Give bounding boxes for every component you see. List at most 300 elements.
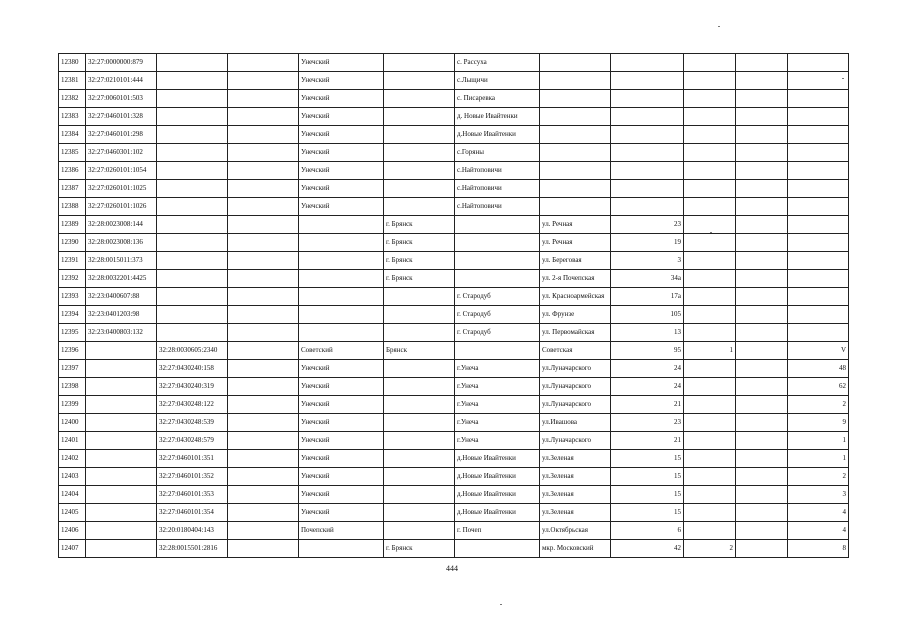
table-cell: 1	[684, 342, 736, 360]
table-cell	[455, 270, 540, 288]
table-cell	[684, 414, 736, 432]
table-cell	[86, 360, 157, 378]
table-cell: 12393	[59, 288, 86, 306]
table-cell: 12400	[59, 414, 86, 432]
table-cell	[684, 504, 736, 522]
table-cell: 24	[611, 378, 684, 396]
registry-table-body	[59, 54, 849, 558]
table-cell	[788, 180, 849, 198]
table-cell: 23	[611, 414, 684, 432]
table-cell	[157, 270, 228, 288]
table-cell: Унечский	[299, 162, 384, 180]
table-cell: 12386	[59, 162, 86, 180]
table-cell: ул.Зеленая	[540, 450, 611, 468]
table-cell: 15	[611, 468, 684, 486]
table-cell	[228, 234, 299, 252]
table-row	[59, 72, 849, 90]
table-cell	[788, 324, 849, 342]
table-cell	[228, 216, 299, 234]
table-cell	[157, 198, 228, 216]
table-cell: 32:27:0060101:503	[86, 90, 157, 108]
table-cell: 12396	[59, 342, 86, 360]
table-cell	[736, 216, 788, 234]
table-cell	[228, 468, 299, 486]
table-cell	[684, 288, 736, 306]
table-cell	[788, 144, 849, 162]
table-cell	[228, 522, 299, 540]
table-cell: 12385	[59, 144, 86, 162]
table-cell: 13	[611, 324, 684, 342]
table-cell: 32:28:0023008:144	[86, 216, 157, 234]
table-cell: 32:27:0210101:444	[86, 72, 157, 90]
table-cell: Унечский	[299, 126, 384, 144]
table-row	[59, 396, 849, 414]
table-cell: 4	[788, 504, 849, 522]
table-cell: 2	[788, 396, 849, 414]
table-cell: с. Рассуха	[455, 54, 540, 72]
table-cell: г. Почеп	[455, 522, 540, 540]
table-cell: 4	[788, 522, 849, 540]
table-cell	[684, 198, 736, 216]
table-cell: Унечский	[299, 90, 384, 108]
table-cell: 32:27:0460101:354	[157, 504, 228, 522]
table-row	[59, 342, 849, 360]
table-cell: Унечский	[299, 396, 384, 414]
table-cell	[736, 198, 788, 216]
table-cell	[228, 252, 299, 270]
table-cell	[736, 306, 788, 324]
table-cell	[86, 378, 157, 396]
table-cell	[736, 540, 788, 558]
scan-speck	[842, 78, 844, 79]
table-cell	[299, 216, 384, 234]
table-cell	[788, 306, 849, 324]
table-cell	[228, 162, 299, 180]
table-cell: 12404	[59, 486, 86, 504]
table-cell: 12395	[59, 324, 86, 342]
table-cell: 12382	[59, 90, 86, 108]
table-cell	[384, 396, 455, 414]
table-cell	[384, 162, 455, 180]
table-cell	[157, 90, 228, 108]
table-cell: ул.Луначарского	[540, 378, 611, 396]
table-row	[59, 90, 849, 108]
table-cell: 32:23:0400803:132	[86, 324, 157, 342]
table-cell	[299, 306, 384, 324]
table-cell: ул.Октябрьская	[540, 522, 611, 540]
table-cell	[157, 216, 228, 234]
table-cell: с.Найтоповичи	[455, 162, 540, 180]
table-cell: 32:27:0460101:328	[86, 108, 157, 126]
table-cell	[736, 432, 788, 450]
scan-speck	[718, 26, 720, 27]
table-cell: Унечский	[299, 378, 384, 396]
table-cell	[540, 198, 611, 216]
table-cell	[228, 360, 299, 378]
table-cell: ул. Речная	[540, 234, 611, 252]
table-cell: V	[788, 342, 849, 360]
table-cell	[157, 144, 228, 162]
table-cell: 12402	[59, 450, 86, 468]
table-cell: с.Найтоповичи	[455, 198, 540, 216]
table-cell	[228, 288, 299, 306]
table-cell: 105	[611, 306, 684, 324]
table-cell: ул.Зеленая	[540, 486, 611, 504]
table-cell	[384, 522, 455, 540]
table-cell	[299, 288, 384, 306]
table-cell	[736, 396, 788, 414]
table-cell	[157, 324, 228, 342]
table-cell: 62	[788, 378, 849, 396]
page-number: 444	[446, 564, 458, 573]
table-cell: Унечский	[299, 450, 384, 468]
table-cell: 12388	[59, 198, 86, 216]
table-cell: 42	[611, 540, 684, 558]
table-cell: 48	[788, 360, 849, 378]
table-cell: г.Унеча	[455, 414, 540, 432]
table-cell	[736, 288, 788, 306]
table-cell: Унечский	[299, 468, 384, 486]
table-row	[59, 378, 849, 396]
table-cell: мкр. Московский	[540, 540, 611, 558]
table-cell	[736, 342, 788, 360]
table-cell: 2	[684, 540, 736, 558]
table-cell: 24	[611, 360, 684, 378]
table-cell	[684, 522, 736, 540]
table-cell	[540, 162, 611, 180]
table-cell: 32:28:0015501:2816	[157, 540, 228, 558]
table-cell: 32:28:0032201:4425	[86, 270, 157, 288]
table-row	[59, 306, 849, 324]
table-cell: 2	[788, 468, 849, 486]
table-cell	[384, 54, 455, 72]
table-cell: 12406	[59, 522, 86, 540]
table-cell: ул.Луначарского	[540, 396, 611, 414]
table-cell	[86, 468, 157, 486]
table-cell	[684, 270, 736, 288]
table-cell	[384, 126, 455, 144]
table-cell	[228, 198, 299, 216]
table-cell	[540, 108, 611, 126]
table-cell	[299, 252, 384, 270]
table-cell	[684, 72, 736, 90]
table-cell: 32:28:0015011:373	[86, 252, 157, 270]
table-cell	[684, 180, 736, 198]
table-row	[59, 198, 849, 216]
table-cell	[384, 414, 455, 432]
table-cell	[157, 162, 228, 180]
table-cell	[86, 450, 157, 468]
table-cell	[684, 252, 736, 270]
table-cell	[736, 360, 788, 378]
table-cell	[384, 72, 455, 90]
table-cell: 12384	[59, 126, 86, 144]
table-cell	[684, 486, 736, 504]
table-cell	[228, 540, 299, 558]
table-row	[59, 450, 849, 468]
table-cell: 32:27:0430240:319	[157, 378, 228, 396]
table-cell: 3	[611, 252, 684, 270]
table-row	[59, 486, 849, 504]
table-cell	[228, 342, 299, 360]
table-cell	[157, 180, 228, 198]
table-cell	[299, 324, 384, 342]
table-cell	[157, 288, 228, 306]
table-cell	[86, 522, 157, 540]
table-cell	[788, 54, 849, 72]
table-cell	[736, 126, 788, 144]
table-cell: г. Брянск	[384, 252, 455, 270]
table-cell: д.Новые Ивайтенки	[455, 126, 540, 144]
table-cell: д.Новые Ивайтенки	[455, 450, 540, 468]
table-cell: ул.Луначарского	[540, 432, 611, 450]
table-cell	[228, 414, 299, 432]
table-cell: 21	[611, 396, 684, 414]
table-cell	[157, 126, 228, 144]
table-cell	[788, 108, 849, 126]
table-cell: ул. Первомайская	[540, 324, 611, 342]
table-cell	[228, 270, 299, 288]
table-cell	[684, 360, 736, 378]
table-cell: 32:27:0430240:158	[157, 360, 228, 378]
table-cell	[788, 90, 849, 108]
table-row	[59, 504, 849, 522]
table-cell: 32:27:0000000:879	[86, 54, 157, 72]
table-cell	[157, 72, 228, 90]
table-cell	[736, 504, 788, 522]
table-cell: г. Стародуб	[455, 324, 540, 342]
table-cell	[228, 504, 299, 522]
table-cell: г. Стародуб	[455, 306, 540, 324]
table-cell	[736, 378, 788, 396]
table-cell: 1	[788, 432, 849, 450]
table-cell: 32:27:0260101:1054	[86, 162, 157, 180]
table-cell: Унечский	[299, 54, 384, 72]
table-cell	[384, 324, 455, 342]
table-cell: 12389	[59, 216, 86, 234]
table-cell	[86, 342, 157, 360]
table-cell: Унечский	[299, 180, 384, 198]
table-cell	[228, 486, 299, 504]
table-row	[59, 180, 849, 198]
table-cell	[540, 180, 611, 198]
table-cell	[455, 540, 540, 558]
table-cell: г.Унеча	[455, 360, 540, 378]
table-cell: д. Новые Ивайтенки	[455, 108, 540, 126]
table-cell: 34а	[611, 270, 684, 288]
table-cell	[736, 72, 788, 90]
table-cell	[228, 90, 299, 108]
table-cell	[384, 90, 455, 108]
table-row	[59, 252, 849, 270]
table-cell	[684, 468, 736, 486]
table-cell	[611, 126, 684, 144]
table-cell	[684, 306, 736, 324]
table-cell	[684, 396, 736, 414]
table-cell: ул. Береговая	[540, 252, 611, 270]
table-row	[59, 216, 849, 234]
table-cell	[384, 378, 455, 396]
table-cell	[455, 252, 540, 270]
table-cell: г.Унеча	[455, 432, 540, 450]
table-cell	[736, 468, 788, 486]
table-cell: с. Писаревка	[455, 90, 540, 108]
table-cell: 32:27:0430248:579	[157, 432, 228, 450]
table-cell	[157, 306, 228, 324]
table-cell	[228, 72, 299, 90]
table-cell: г. Брянск	[384, 540, 455, 558]
table-cell: ул. 2-я Почепская	[540, 270, 611, 288]
table-cell: 32:27:0460101:352	[157, 468, 228, 486]
table-cell	[736, 450, 788, 468]
table-cell: 19	[611, 234, 684, 252]
table-cell	[228, 324, 299, 342]
table-cell	[228, 432, 299, 450]
table-cell	[736, 252, 788, 270]
table-cell	[684, 324, 736, 342]
table-cell	[736, 90, 788, 108]
table-cell: 32:27:0460101:351	[157, 450, 228, 468]
table-cell: 12407	[59, 540, 86, 558]
table-cell: 12381	[59, 72, 86, 90]
table-row	[59, 414, 849, 432]
table-cell	[384, 180, 455, 198]
table-cell	[455, 216, 540, 234]
table-cell	[384, 450, 455, 468]
table-cell	[611, 180, 684, 198]
table-cell: с.Лыщичи	[455, 72, 540, 90]
table-cell	[788, 288, 849, 306]
table-cell	[736, 108, 788, 126]
table-cell	[611, 90, 684, 108]
table-cell: Советский	[299, 342, 384, 360]
table-cell	[86, 396, 157, 414]
table-cell: г. Брянск	[384, 234, 455, 252]
table-cell	[540, 144, 611, 162]
table-cell: Унечский	[299, 486, 384, 504]
table-cell: 15	[611, 486, 684, 504]
table-cell	[157, 234, 228, 252]
table-cell: г.Унеча	[455, 396, 540, 414]
table-cell	[228, 306, 299, 324]
table-cell: ул. Красноармейская	[540, 288, 611, 306]
table-cell: Унечский	[299, 360, 384, 378]
table-cell	[384, 432, 455, 450]
table-cell: ул.Зеленая	[540, 468, 611, 486]
table-cell	[788, 216, 849, 234]
table-cell: 12380	[59, 54, 86, 72]
table-cell: 32:27:0460101:353	[157, 486, 228, 504]
table-cell	[228, 396, 299, 414]
table-cell: д.Новые Ивайтенки	[455, 468, 540, 486]
table-cell	[684, 108, 736, 126]
table-cell: Унечский	[299, 144, 384, 162]
registry-table	[58, 53, 849, 558]
table-cell	[788, 234, 849, 252]
table-row	[59, 108, 849, 126]
table-row	[59, 360, 849, 378]
table-cell: 12390	[59, 234, 86, 252]
table-cell: 32:28:0030605:2340	[157, 342, 228, 360]
table-cell	[455, 342, 540, 360]
table-cell	[228, 108, 299, 126]
table-cell: 32:27:0430248:122	[157, 396, 228, 414]
table-cell	[228, 144, 299, 162]
table-cell	[684, 144, 736, 162]
table-cell	[299, 270, 384, 288]
table-cell	[788, 252, 849, 270]
table-cell	[157, 54, 228, 72]
table-row	[59, 54, 849, 72]
table-cell: Унечский	[299, 108, 384, 126]
table-cell: 12403	[59, 468, 86, 486]
table-cell: Унечский	[299, 72, 384, 90]
table-cell	[611, 54, 684, 72]
table-cell: 12397	[59, 360, 86, 378]
table-cell	[86, 540, 157, 558]
table-cell	[299, 234, 384, 252]
table-row	[59, 432, 849, 450]
table-cell	[736, 144, 788, 162]
table-cell: Унечский	[299, 198, 384, 216]
table-cell: 95	[611, 342, 684, 360]
table-cell: ул. Фрунзе	[540, 306, 611, 324]
table-cell	[384, 306, 455, 324]
table-cell: г. Брянск	[384, 216, 455, 234]
table-cell	[228, 450, 299, 468]
table-cell: 12392	[59, 270, 86, 288]
table-cell	[228, 180, 299, 198]
table-cell: 9	[788, 414, 849, 432]
table-cell	[86, 432, 157, 450]
table-cell: г.Унеча	[455, 378, 540, 396]
table-cell	[788, 270, 849, 288]
table-cell: 32:27:0260101:1026	[86, 198, 157, 216]
table-cell	[228, 54, 299, 72]
table-cell: 1	[788, 450, 849, 468]
table-cell	[540, 90, 611, 108]
table-cell	[684, 126, 736, 144]
table-cell	[540, 72, 611, 90]
table-cell	[736, 162, 788, 180]
table-cell: 32:27:0260101:1025	[86, 180, 157, 198]
table-cell	[384, 288, 455, 306]
table-cell: д.Новые Ивайтенки	[455, 504, 540, 522]
table-cell: 15	[611, 450, 684, 468]
table-cell: г. Стародуб	[455, 288, 540, 306]
table-row	[59, 522, 849, 540]
table-row	[59, 540, 849, 558]
table-cell: с.Горяны	[455, 144, 540, 162]
table-row	[59, 162, 849, 180]
table-cell	[299, 540, 384, 558]
table-cell: 12399	[59, 396, 86, 414]
table-cell: Советская	[540, 342, 611, 360]
table-cell	[86, 486, 157, 504]
table-cell: Унечский	[299, 504, 384, 522]
table-cell: 23	[611, 216, 684, 234]
table-cell	[788, 72, 849, 90]
table-cell: 12387	[59, 180, 86, 198]
table-cell: 12383	[59, 108, 86, 126]
table-cell	[228, 378, 299, 396]
table-cell	[384, 108, 455, 126]
table-cell: 32:23:0400607:88	[86, 288, 157, 306]
table-cell: 32:20:0180404:143	[157, 522, 228, 540]
table-cell: 15	[611, 504, 684, 522]
table-cell: 32:27:0460101:298	[86, 126, 157, 144]
table-cell	[736, 324, 788, 342]
